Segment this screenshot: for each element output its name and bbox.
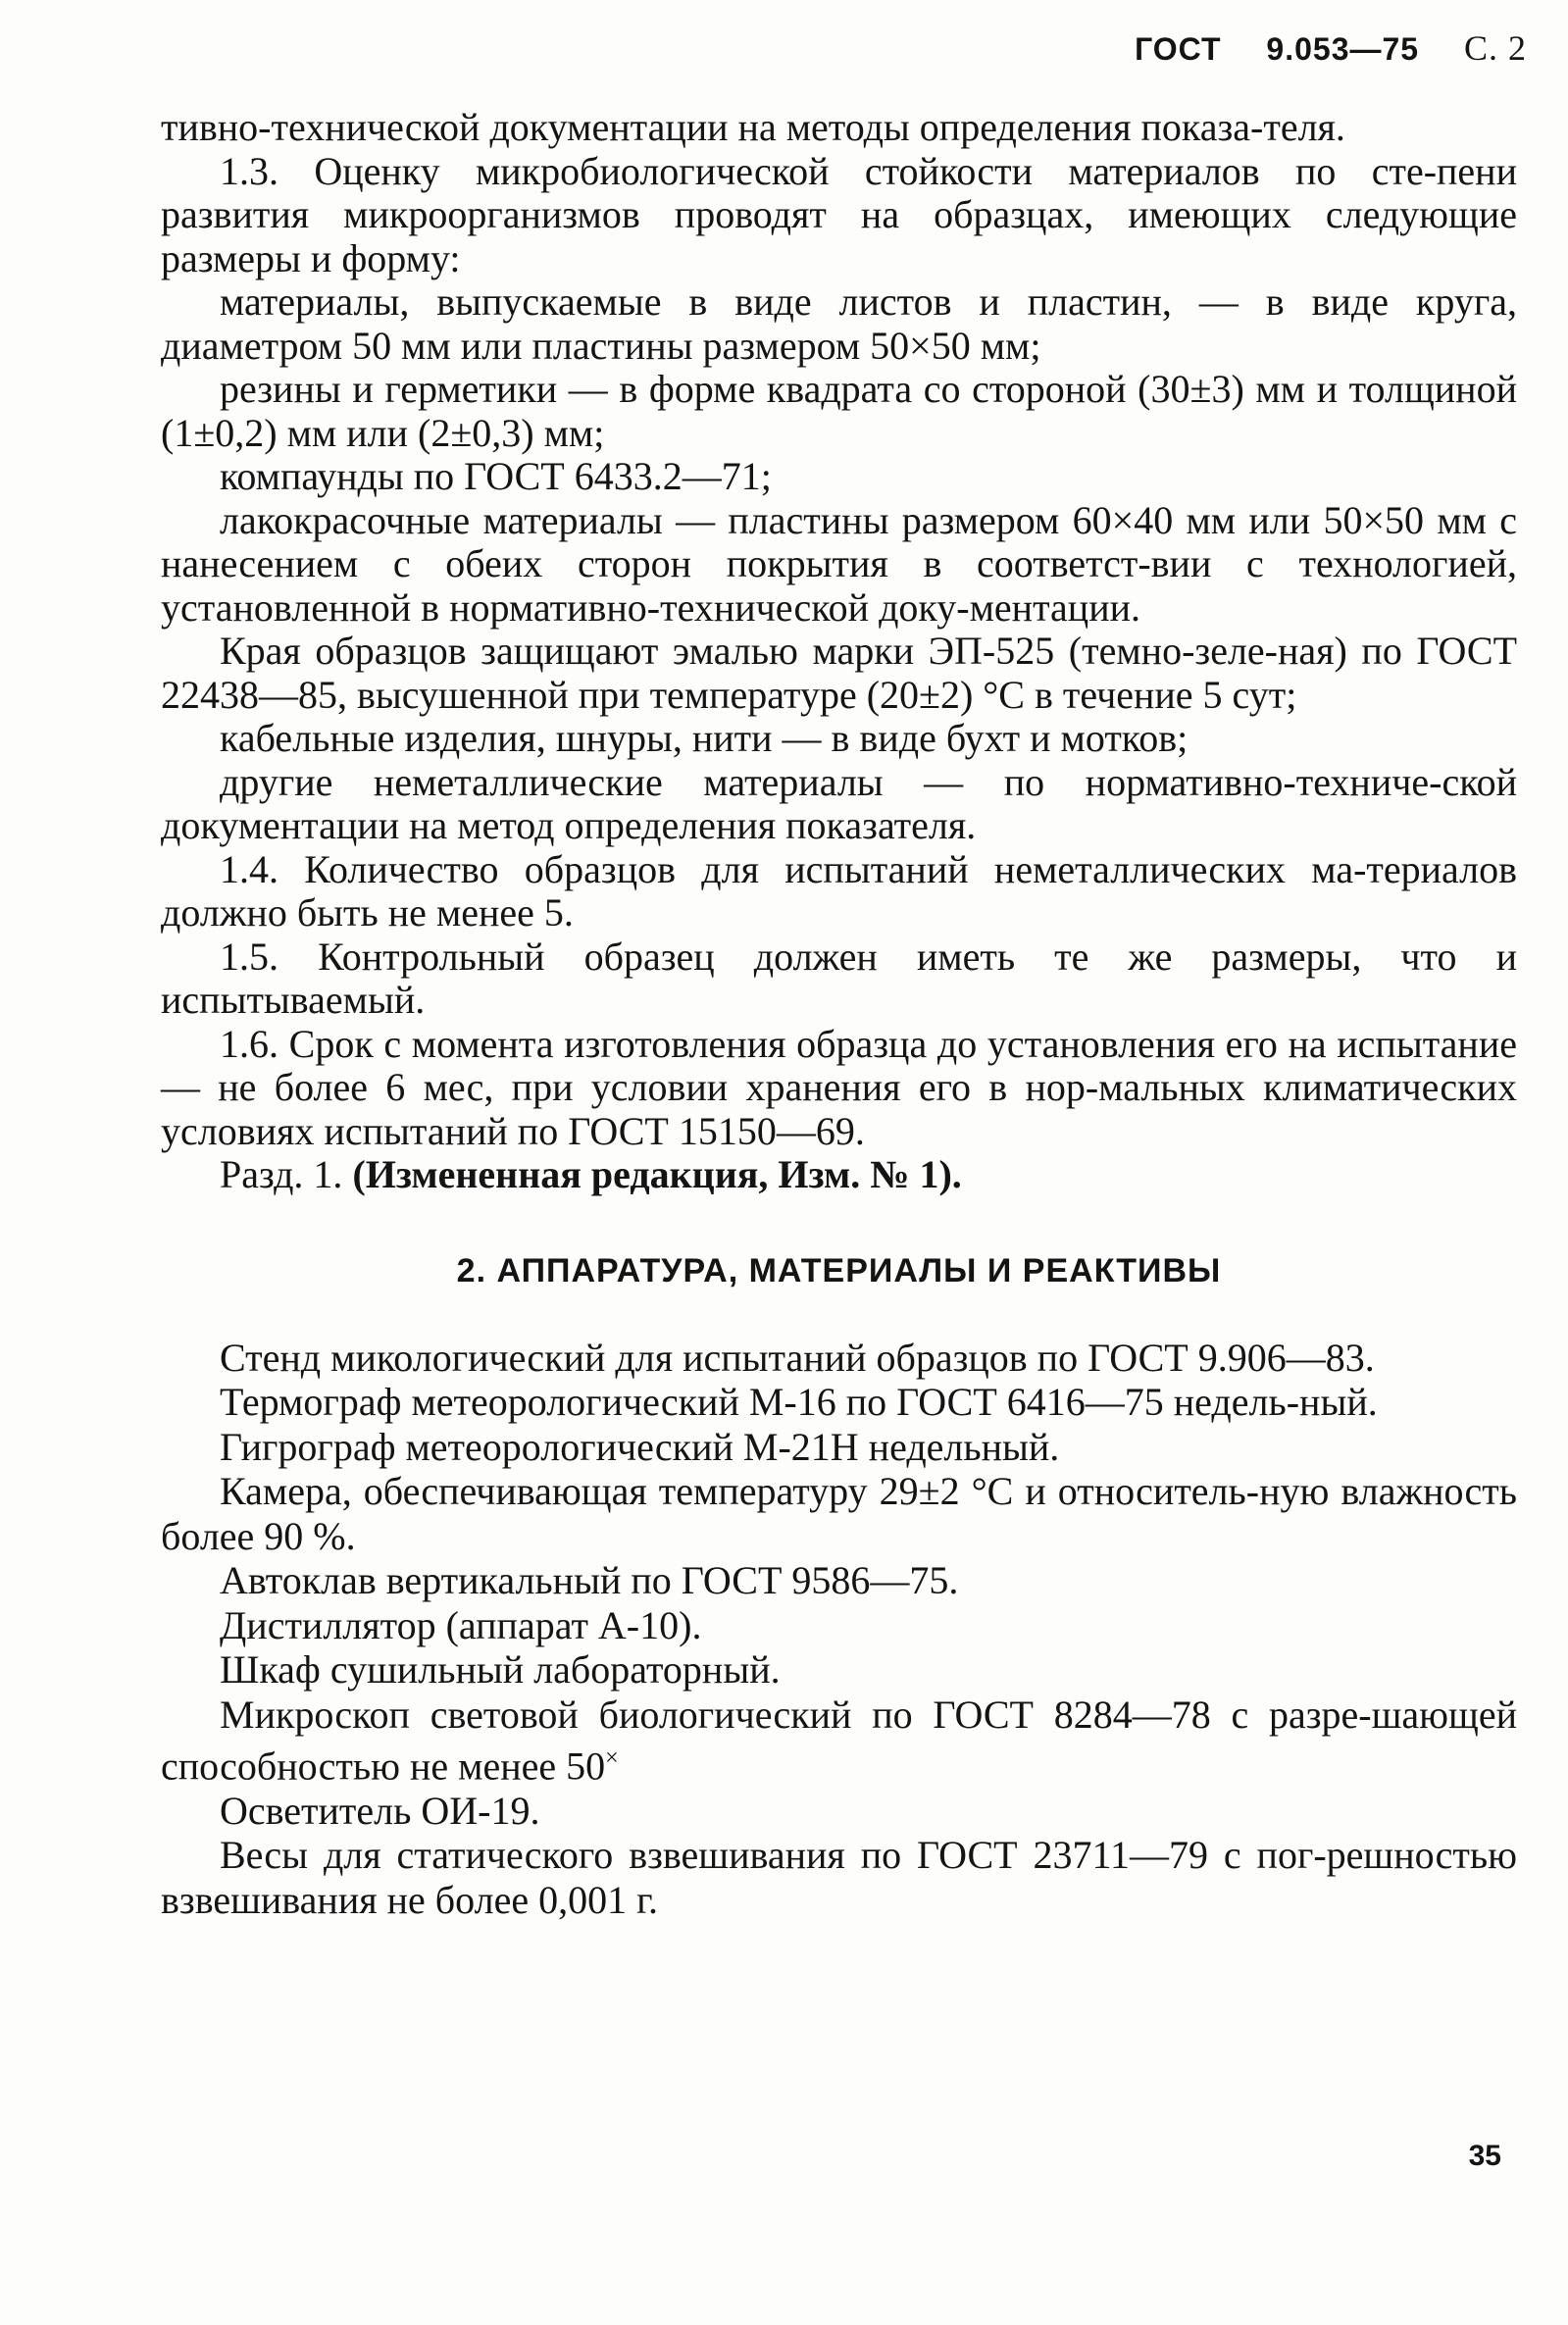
paragraph-1-5: 1.5. Контрольный образец должен иметь те же размеры, что и испытываемый. bbox=[161, 934, 1517, 1022]
item-stand: Стенд микологический для испытаний образцов по ГОСТ 9.906—83. bbox=[220, 1335, 1375, 1380]
paragraph-1-3: 1.3. Оценку микробиологической стойкости материалов по сте-пени развития микроорганизмов проводят на образцах, имеющих следующие размеры и форму: bbox=[161, 148, 1517, 280]
section2-heading: 2. АППАРАТУРА, МАТЕРИАЛЫ И РЕАКТИВЫ bbox=[456, 1251, 1222, 1289]
paragraph-cables: кабельные изделия, шнуры, нити — в виде бухт и мотков; bbox=[220, 716, 1189, 760]
item-drying-cabinet: Шкаф сушильный лабораторный. bbox=[220, 1647, 781, 1692]
item-distiller: Дистиллятор (аппарат А-10). bbox=[220, 1602, 702, 1647]
item-hygrograph: Гигрограф метеорологический М-21Н недельный. bbox=[220, 1424, 1060, 1469]
paragraph-paints: лакокрасочные материалы — пластины размером 60×40 мм или 50×50 мм с нанесением с обеих сторон покрытия в соответст-вии с технологией, установленной в нормативно-технической доку-ментации. bbox=[161, 497, 1517, 630]
microscope-sup: × bbox=[605, 1745, 619, 1771]
note-bold: (Измененная редакция, Изм. № 1). bbox=[352, 1152, 962, 1196]
item-scales: Весы для статического взвешивания по ГОСТ 23711—79 с пог-решностью взвешивания не более 0,001 г. bbox=[161, 1833, 1517, 1922]
header-number: 9.053—75 bbox=[1266, 31, 1420, 67]
document-body bbox=[161, 106, 1517, 1922]
page-number: 35 bbox=[1468, 2140, 1501, 2172]
paragraph-other: другие неметаллические материалы — по нормативно-техниче-ской документации на метод определения показателя. bbox=[161, 759, 1517, 847]
item-chamber: Камера, обеспечивающая температуру 29±2 °С и относитель-ную влажность более 90 %. bbox=[161, 1469, 1517, 1558]
microscope-text: Микроскоп световой биологический по ГОСТ 8284—78 с разре-шающей способностью не менее 50 bbox=[161, 1692, 1517, 1789]
paragraph-compounds: компаунды по ГОСТ 6433.2—71; bbox=[220, 454, 772, 498]
item-autoclave: Автоклав вертикальный по ГОСТ 9586—75. bbox=[220, 1558, 959, 1602]
header-standard: ГОСТ bbox=[1135, 31, 1222, 67]
item-microscope bbox=[161, 1693, 1517, 1789]
note-prefix: Разд. 1. bbox=[220, 1152, 343, 1196]
paragraph-sheets: материалы, выпускаемые в виде листов и пластин, — в виде круга, диаметром 50 мм или пластины размером 50×50 мм; bbox=[161, 279, 1517, 368]
paragraph-1-4: 1.4. Количество образцов для испытаний неметаллических ма-териалов должно быть не менее 5. bbox=[161, 846, 1517, 935]
section1-note bbox=[161, 1153, 1517, 1197]
item-thermograph: Термограф метеорологический М-16 по ГОСТ 6416—75 недель-ный. bbox=[220, 1380, 1378, 1424]
paragraph-edges: Края образцов защищают эмалью марки ЭП-525 (темно-зеле-ная) по ГОСТ 22438—85, высушенной при температуре (20±2) °С в течение 5 сут; bbox=[161, 629, 1517, 717]
item-illuminator: Осветитель ОИ-19. bbox=[220, 1788, 540, 1833]
paragraph-1-6: 1.6. Срок с момента изготовления образца до установления его на испытание — не более 6 мес, при условии хранения его в нор-мальных климатических условиях испытаний по ГОСТ 15150—69. bbox=[161, 1021, 1517, 1153]
header-page-label: С. 2 bbox=[1463, 28, 1527, 68]
paragraph: тивно-технической документации на методы определения показа-теля. bbox=[161, 105, 1345, 149]
page-header bbox=[1135, 27, 1527, 69]
paragraph-rubber: резины и герметики — в форме квадрата со стороной (30±3) мм и толщиной (1±0,2) мм или (2±0,3) мм; bbox=[161, 367, 1517, 455]
